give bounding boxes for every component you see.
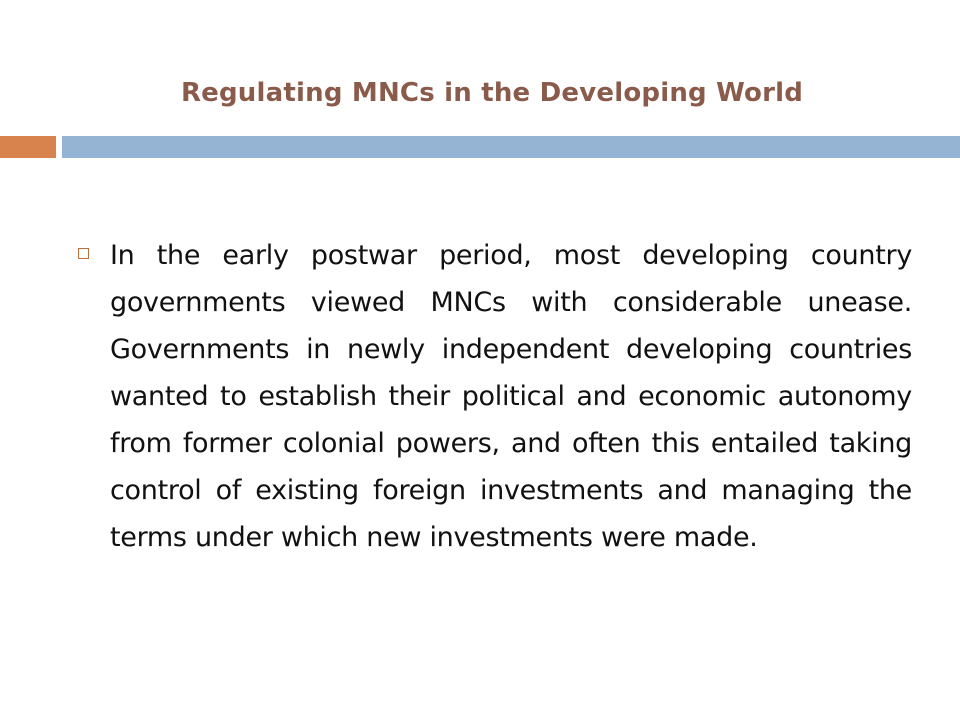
- slide-body: [72, 232, 912, 561]
- slide-title: Regulating MNCs in the Developing World: [180, 78, 804, 108]
- square-bullet-icon: [78, 248, 89, 259]
- accent-bar-orange: [0, 136, 56, 158]
- bullet-text: In the early postwar period, most developing country governments viewed MNCs with considerable unease. Governments in newly independent developing countries wanted to establish their political and economic autonomy from former colonial powers, and often this entailed taking control of existing foreign investments and managing the terms under which new investments were made.: [110, 240, 912, 553]
- bullet-item: [72, 232, 912, 561]
- accent-bar-blue: [62, 136, 960, 158]
